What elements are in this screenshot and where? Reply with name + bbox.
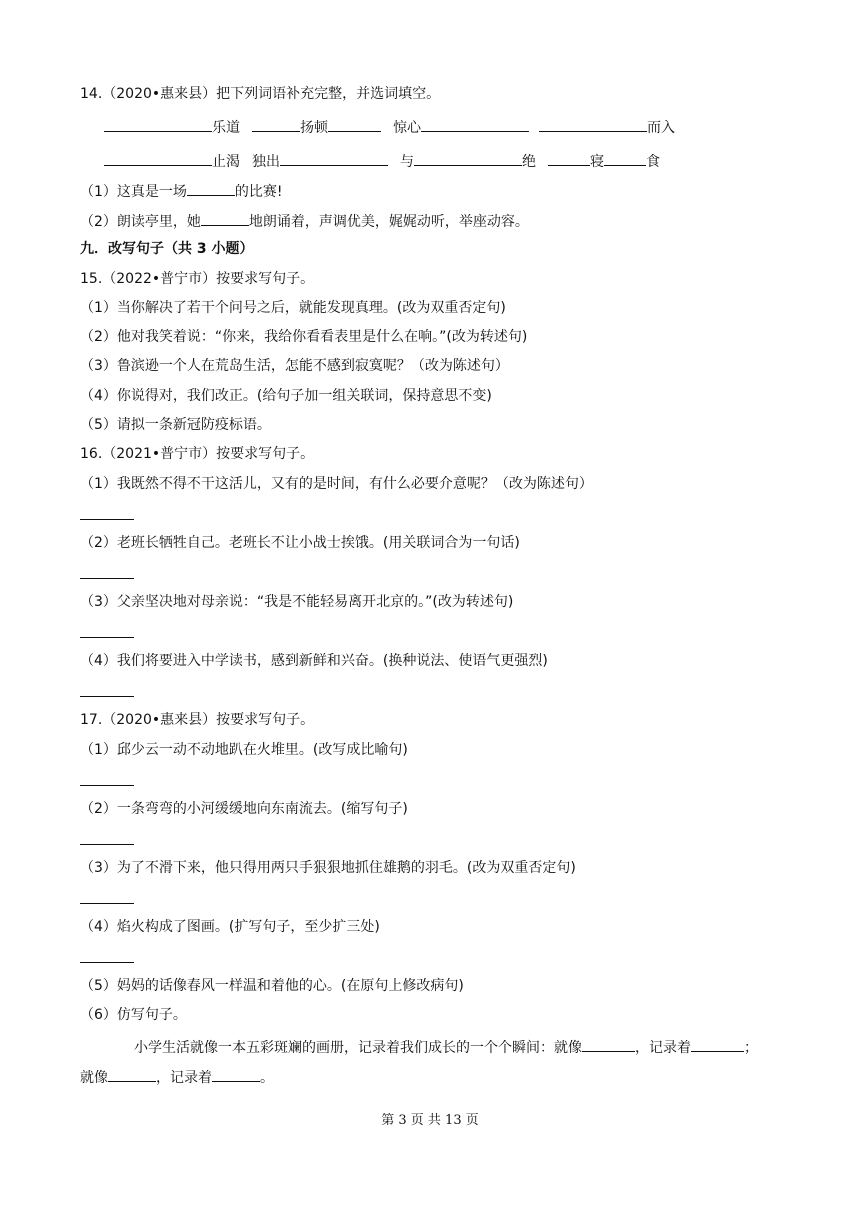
question-text: （1）这真是一场	[80, 184, 187, 200]
answer-blank[interactable]	[328, 116, 381, 132]
word-fragment: 乐道	[212, 120, 240, 136]
answer-blank[interactable]	[104, 116, 212, 132]
answer-blank[interactable]	[187, 180, 235, 196]
question-text: （2）朗读亭里，她	[80, 214, 201, 230]
q14-sub-question-2	[80, 210, 529, 230]
answer-line[interactable]	[80, 696, 134, 697]
answer-blank[interactable]	[108, 1066, 156, 1082]
question-text: 就像	[80, 1070, 108, 1086]
word-fragment: 食	[646, 154, 660, 170]
question-text: ，记录着	[635, 1040, 691, 1056]
page-number: 第 3 页 共 13 页	[381, 1113, 479, 1128]
answer-blank[interactable]	[604, 150, 646, 166]
q14-sub-question-1	[80, 180, 283, 200]
q17-item: （6）仿写句子。	[80, 1007, 187, 1023]
q15-item: （4）你说得对，我们改正。(给句子加一组关联词，保持意思不变)	[80, 388, 492, 404]
question-text: 地朗诵着，声调优美，娓娓动听，举座动容。	[248, 214, 529, 230]
q14-title: 14.（2020•惠来县）把下列词语补充完整，并选词填空。	[80, 86, 441, 102]
q16-item: （3）父亲坚决地对母亲说：“我是不能轻易离开北京的。”(改为转述句)	[80, 594, 514, 610]
q17-item: （4）焰火构成了图画。(扩写句子，至少扩三处)	[80, 919, 380, 935]
q17-title: 17.（2020•惠来县）按要求写句子。	[80, 712, 315, 728]
question-text: 。	[260, 1070, 274, 1086]
answer-line[interactable]	[80, 844, 134, 845]
answer-blank[interactable]	[252, 116, 300, 132]
question-text: ，记录着	[156, 1070, 212, 1086]
q14-word-row-2	[104, 150, 660, 170]
word-fragment: 独出	[252, 154, 280, 170]
q14-word-row-1	[104, 116, 675, 136]
answer-blank[interactable]	[414, 150, 522, 166]
answer-blank[interactable]	[539, 116, 647, 132]
q15-item: （1）当你解决了若干个问号之后，就能发现真理。(改为双重否定句)	[80, 300, 506, 316]
word-fragment: 寝	[590, 154, 604, 170]
answer-blank[interactable]	[212, 1066, 260, 1082]
answer-blank[interactable]	[548, 150, 590, 166]
question-text: 小学生活就像一本五彩斑斓的画册，记录着我们成长的一个个瞬间：就像	[134, 1040, 582, 1056]
q15-title: 15.（2022•普宁市）按要求写句子。	[80, 271, 315, 287]
q15-item: （3）鲁滨逊一个人在荒岛生活，怎能不感到寂寞呢？（改为陈述句）	[80, 358, 509, 374]
answer-line[interactable]	[80, 519, 134, 520]
word-fragment: 止渴	[212, 154, 240, 170]
word-fragment: 绝	[522, 154, 536, 170]
q17-item: （2）一条弯弯的小河缓缓地向东南流去。(缩写句子)	[80, 801, 408, 817]
q16-title: 16.（2021•普宁市）按要求写句子。	[80, 446, 315, 462]
answer-blank[interactable]	[691, 1036, 744, 1052]
q16-item: （2）老班长牺牲自己。老班长不让小战士挨饿。(用关联词合为一句话)	[80, 535, 520, 551]
question-text: ；	[744, 1040, 758, 1056]
answer-blank[interactable]	[201, 210, 249, 226]
section-heading: 九．改写句子（共 3 小题）	[80, 241, 254, 257]
q17-imitate-line-2	[80, 1066, 274, 1086]
answer-blank[interactable]	[421, 116, 529, 132]
question-text: 的比赛!	[234, 184, 283, 200]
q15-item: （5）请拟一条新冠防疫标语。	[80, 417, 271, 433]
word-fragment: 与	[400, 154, 414, 170]
q17-item: （3）为了不滑下来，他只得用两只手狠狠地抓住雄鹅的羽毛。(改为双重否定句)	[80, 860, 576, 876]
word-fragment: 惊心	[393, 120, 421, 136]
word-fragment: 而入	[647, 120, 675, 136]
answer-line[interactable]	[80, 903, 134, 904]
answer-line[interactable]	[80, 578, 134, 579]
answer-blank[interactable]	[104, 150, 212, 166]
answer-line[interactable]	[80, 962, 134, 963]
word-fragment: 扬顿	[300, 120, 328, 136]
q17-item: （1）邱少云一动不动地趴在火堆里。(改写成比喻句)	[80, 742, 408, 758]
q16-item: （1）我既然不得不干这活儿，又有的是时间，有什么必要介意呢？（改为陈述句）	[80, 476, 593, 492]
answer-line[interactable]	[80, 637, 134, 638]
answer-blank[interactable]	[582, 1036, 635, 1052]
answer-blank[interactable]	[280, 150, 388, 166]
q17-item: （5）妈妈的话像春风一样温和着他的心。(在原句上修改病句)	[80, 978, 464, 994]
q15-item: （2）他对我笑着说：“你来，我给你看看表里是什么在响。”(改为转述句)	[80, 329, 528, 345]
q17-imitate-line-1	[134, 1036, 758, 1056]
answer-line[interactable]	[80, 785, 134, 786]
q16-item: （4）我们将要进入中学读书，感到新鲜和兴奋。(换种说法、使语气更强烈)	[80, 653, 548, 669]
